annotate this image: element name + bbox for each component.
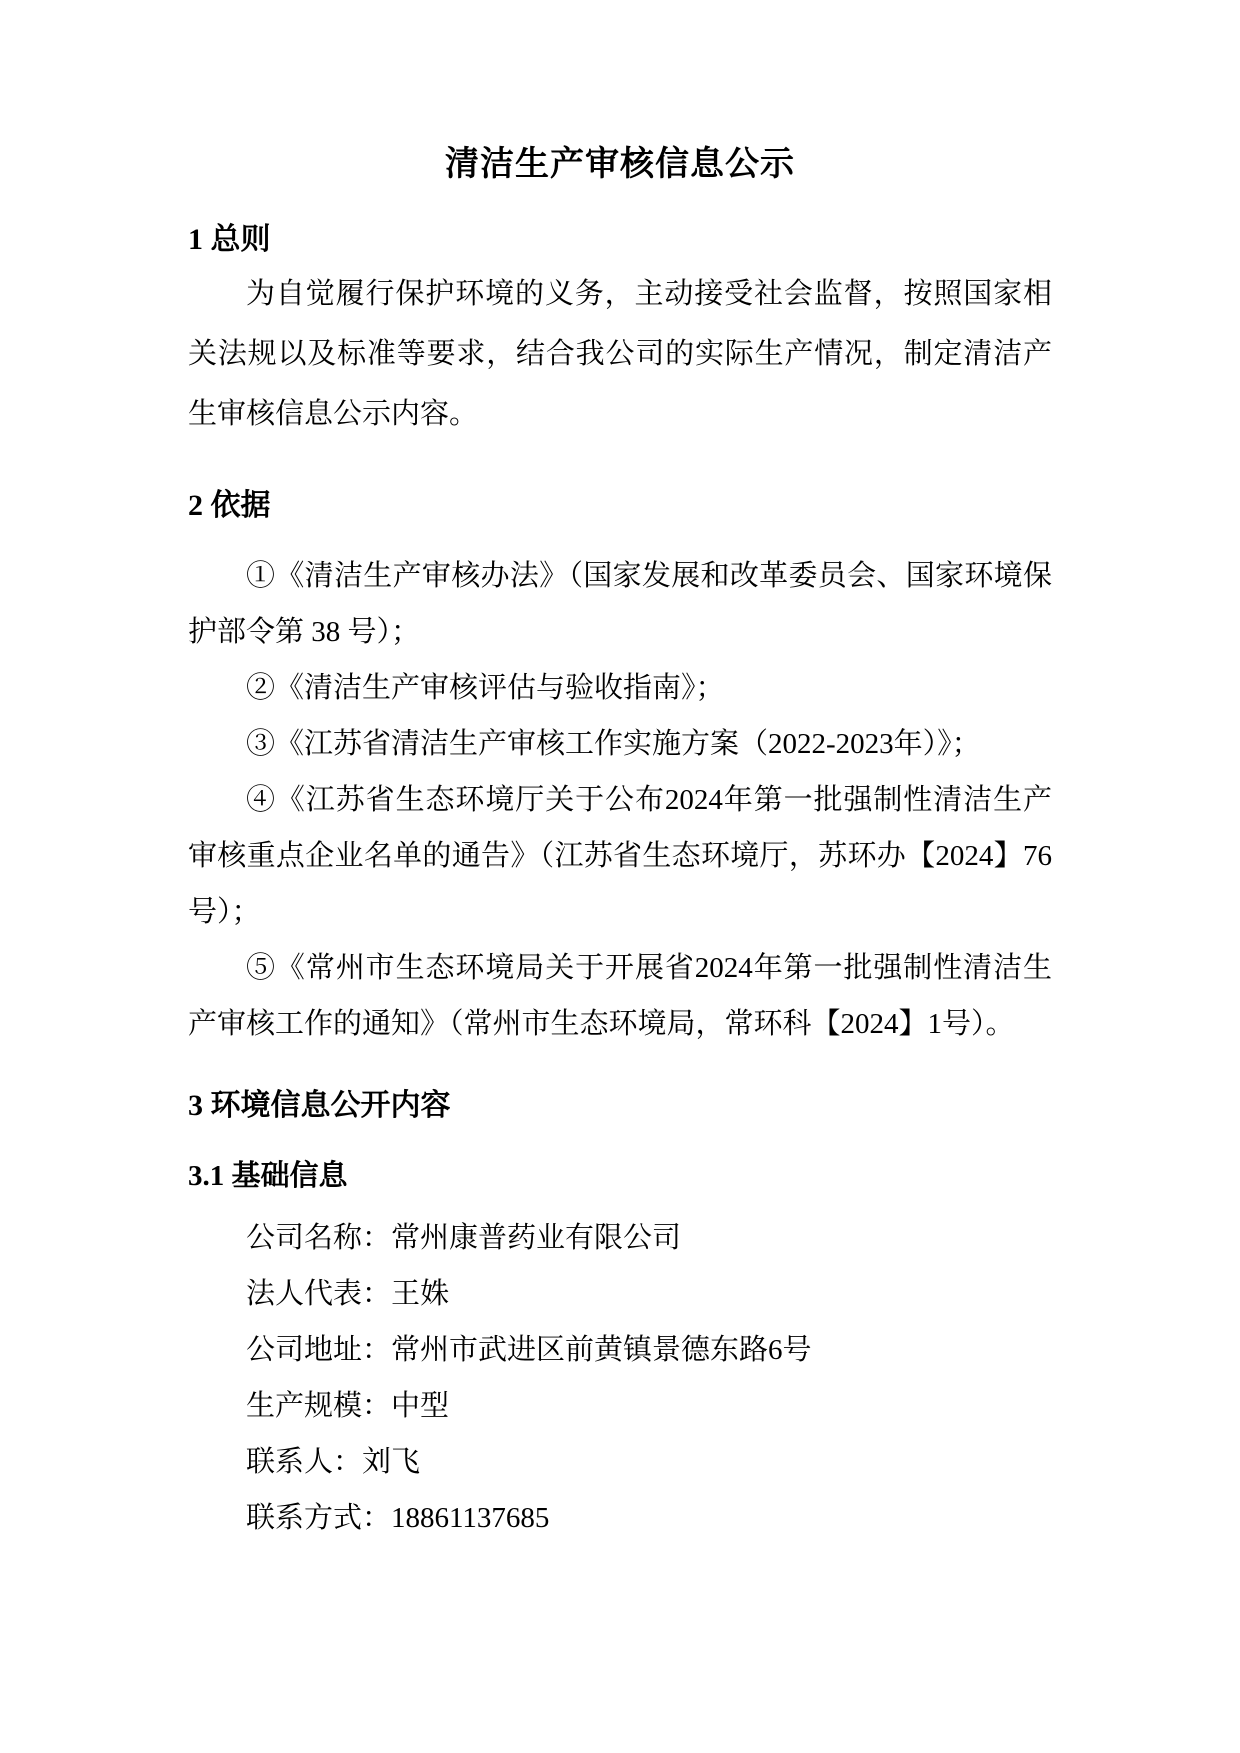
info-line-contact-number: 联系方式：18861137685 [246,1502,550,1534]
paragraph-general-provisions: 为自觉履行保护环境的义务，主动接受社会监督，按照国家相关法规以及标准等要求，结合我公司的实际生产情况，制定清洁产生审核信息公示内容。 [188,278,1052,430]
info-line-company-name: 公司名称：常州康普药业有限公司 [246,1222,682,1254]
heading-basis: 2 依据 [188,489,271,522]
basis-item-4: ④《江苏省生态环境厅关于公布2024年第一批强制性清洁生产审核重点企业名单的通告》（江苏省生态环境厅，苏环办【2024】76号）； [188,784,1052,928]
heading-basic-info: 3.1 基础信息 [188,1160,348,1192]
basis-item-2: ②《清洁生产审核评估与验收指南》； [246,672,725,704]
basis-item-5: ⑤《常州市生态环境局关于开展省2024年第一批强制性清洁生产审核工作的通知》（常州市生态环境局，常环科【2024】1号）。 [188,952,1052,1040]
basis-item-1: ①《清洁生产审核办法》（国家发展和改革委员会、国家环境保护部令第 38 号）； [188,560,1052,648]
info-line-legal-representative: 法人代表：王姝 [246,1278,450,1310]
info-line-contact-person: 联系人：刘飞 [246,1446,421,1478]
document-title: 清洁生产审核信息公示 [445,146,795,183]
info-line-company-address: 公司地址：常州市武进区前黄镇景德东路6号 [246,1334,812,1366]
heading-general-provisions: 1 总则 [188,223,271,256]
basic-info-list [188,1210,1052,1546]
basis-item-3: ③《江苏省清洁生产审核工作实施方案（2022-2023年）》； [246,728,981,760]
heading-disclosure-content: 3 环境信息公开内容 [188,1089,451,1122]
info-line-production-scale: 生产规模：中型 [246,1390,450,1422]
basis-list [188,548,1052,1052]
